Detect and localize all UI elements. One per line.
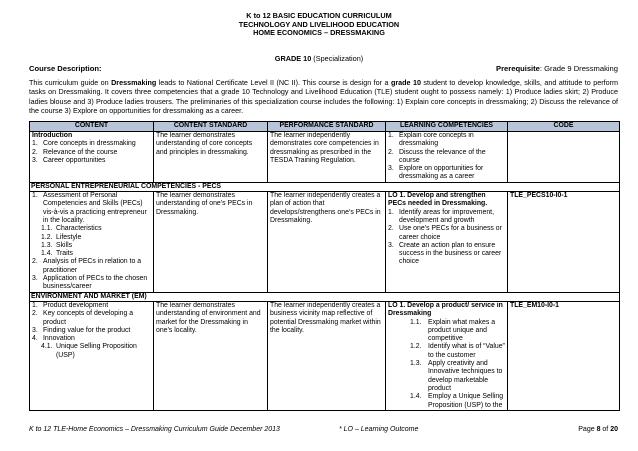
cell-code: TLE_PECS10-I0-1 bbox=[508, 192, 620, 293]
intro-text-3: student to develop knowledge, skills, and attitude to perform tasks on Dressmaking. It covers three competencies that a grade 10 Technology and Livelihood Education (TLE) student ought to possess namely: 1) Produce ladies skirt; 2) Produce ladies blouse and 3) Produce ladies trousers. The preliminaries of this specialization course includes the following: 1) Explain core concepts in dressmaking; 2) Discuss the relevance of the course 3) Explore on opportunities for dressmaking as a career. bbox=[29, 78, 618, 116]
list-item-number: 1. bbox=[388, 208, 394, 216]
intro-text-2: leads to National Certificate Level II (NC II). This course is design for a bbox=[156, 78, 391, 87]
footer-page-number bbox=[578, 426, 618, 433]
intro-text-1: This curriculum guide on bbox=[29, 78, 112, 87]
list-item-text: Apply creativity and Innovative techniques to develop marketable product bbox=[428, 360, 503, 392]
list-item-text: Product development bbox=[43, 301, 109, 309]
list-item-text: Identify what is of “Value” to the customer bbox=[428, 343, 505, 359]
section-title-pecs: PERSONAL ENTREPRENEURIAL COMPETENCIES - PECS bbox=[30, 182, 620, 191]
list-item-text: Explore on opportunities for dressmaking as a career bbox=[399, 165, 484, 181]
list-item-number: 3. bbox=[388, 165, 394, 173]
section-title-em: ENVIRONMENT AND MARKET (EM) bbox=[30, 292, 620, 301]
list-item-number: 1.4. bbox=[410, 393, 422, 401]
list-item-number: 1.2. bbox=[410, 343, 422, 351]
header-content-standard: CONTENT STANDARD bbox=[154, 122, 268, 132]
list-item-text: Explain core concepts in dressmaking bbox=[399, 132, 474, 148]
page-total: 20 bbox=[610, 426, 618, 433]
cell-code: TLE_EM10-I0-1 bbox=[508, 301, 620, 410]
content-list bbox=[32, 192, 151, 292]
list-item-number: 3. bbox=[32, 326, 38, 334]
header-code: CODE bbox=[508, 122, 620, 132]
list-item bbox=[388, 360, 505, 393]
list-item-number: 4.1. bbox=[41, 343, 53, 351]
list-item bbox=[32, 343, 151, 360]
cell-competencies bbox=[386, 192, 508, 293]
content-list bbox=[32, 302, 151, 360]
header-line-3: HOME ECONOMICS – DRESSMAKING bbox=[253, 28, 385, 38]
list-item bbox=[32, 258, 151, 275]
cell-performance-standard: The learner independently demonstrates core competencies in dressmaking as prescribed in the TESDA Training Regulation. bbox=[268, 132, 386, 183]
table-row bbox=[30, 192, 620, 293]
list-item bbox=[32, 250, 151, 258]
list-item-text: Unique Selling Proposition (USP) bbox=[56, 343, 137, 359]
list-item-text: Key concepts of developing a product bbox=[43, 310, 134, 326]
course-description-label: Course Description: bbox=[29, 64, 102, 73]
list-item-text: Create an action plan to ensure success in the business or career choice bbox=[399, 241, 502, 266]
list-item-text: Innovation bbox=[43, 335, 75, 343]
cell-content bbox=[30, 301, 154, 410]
list-item-number: 4. bbox=[32, 335, 38, 343]
header-learning-competencies: LEARNING COMPETENCIES bbox=[386, 122, 508, 132]
cell-code bbox=[508, 132, 620, 183]
list-item-number: 1. bbox=[32, 192, 38, 200]
list-item bbox=[32, 335, 151, 343]
content-title: Introduction bbox=[32, 132, 73, 139]
prerequisite-label: Prerequisite bbox=[496, 64, 540, 73]
list-item-number: 1.3. bbox=[410, 360, 422, 368]
curriculum-table bbox=[29, 121, 620, 411]
grade-level: GRADE 10 bbox=[274, 54, 312, 63]
list-item bbox=[32, 157, 151, 165]
grade-label bbox=[0, 54, 638, 63]
list-item-number: 1. bbox=[32, 140, 38, 148]
list-item-text: Employ a Unique Selling Proposition (USP) to the bbox=[428, 393, 504, 409]
page-current: 8 bbox=[596, 426, 601, 433]
list-item-text: Explain what makes a product unique and competitive bbox=[428, 318, 496, 343]
footer-lo-note: * LO – Learning Outcome bbox=[339, 426, 419, 433]
list-item bbox=[32, 149, 151, 157]
list-item bbox=[32, 310, 151, 327]
prerequisite bbox=[496, 64, 618, 73]
table-header-row bbox=[30, 122, 620, 132]
list-item bbox=[32, 242, 151, 250]
list-item bbox=[32, 140, 151, 148]
list-item bbox=[388, 319, 505, 344]
list-item-number: 2. bbox=[32, 258, 38, 266]
footer-document-title: K to 12 TLE-Home Economics – Dressmaking Curriculum Guide December 2013 bbox=[29, 426, 280, 433]
course-description-text bbox=[29, 78, 618, 116]
list-item-text: Lifestyle bbox=[56, 233, 82, 241]
cell-content-standard: The learner demonstrates understanding of environment and market for the Dressmaking in one’s locality. bbox=[154, 301, 268, 410]
list-item bbox=[388, 209, 505, 226]
content-list bbox=[32, 140, 151, 165]
list-item-number: 2. bbox=[32, 310, 38, 318]
cell-performance-standard: The learner independently creates a plan of action that develops/strengthens one’s PECs in Dressmaking. bbox=[268, 192, 386, 293]
competency-list bbox=[388, 319, 505, 410]
intro-bold-1: Dressmaking bbox=[111, 78, 157, 87]
list-item-number: 1.4. bbox=[41, 250, 53, 258]
list-item-text: Application of PECs to the chosen business/career bbox=[43, 275, 148, 291]
list-item-text: Relevance of the course bbox=[43, 148, 118, 156]
list-item-text: Characteristics bbox=[56, 225, 102, 233]
cell-competencies bbox=[386, 132, 508, 183]
list-item bbox=[388, 132, 505, 149]
section-row bbox=[30, 292, 620, 301]
list-item bbox=[388, 225, 505, 242]
list-item-number: 3. bbox=[388, 241, 394, 249]
cell-performance-standard: The learner independently creates a business vicinity map reflective of potential Dressmaking market within the locality. bbox=[268, 301, 386, 410]
lo-title: LO 1. Develop and strengthen PECs needed in Dressmaking. bbox=[388, 192, 488, 208]
list-item-text: Use one’s PECs for a business or career choice bbox=[399, 225, 502, 241]
list-item-number: 1.1. bbox=[410, 318, 422, 326]
lo-title: LO 1. Develop a product/ service in Dressmaking bbox=[388, 301, 503, 318]
prerequisite-value: : Grade 9 Dressmaking bbox=[539, 64, 618, 73]
list-item-number: 3. bbox=[32, 275, 38, 283]
list-item bbox=[32, 302, 151, 310]
list-item-number: 3. bbox=[32, 156, 38, 164]
list-item-text: Discuss the relevance of the course bbox=[399, 148, 486, 164]
list-item bbox=[32, 234, 151, 242]
list-item-text: Skills bbox=[56, 241, 73, 249]
list-item-number: 2. bbox=[388, 225, 394, 233]
page-prefix: Page bbox=[578, 426, 597, 433]
cell-content-standard: The learner demonstrates understanding of core concepts and principles in dressmaking. bbox=[154, 132, 268, 183]
competency-list bbox=[388, 132, 505, 182]
list-item-text: Assessment of Personal Competencies and Skills (PECs) vis-à-vis a practicing entrepreneur in the locality. bbox=[43, 192, 147, 224]
header-line-2: TECHNOLOGY AND LIVELIHOOD EDUCATION bbox=[238, 19, 400, 29]
list-item-number: 1.3. bbox=[41, 241, 53, 249]
competency-list bbox=[388, 209, 505, 267]
list-item-number: 2. bbox=[388, 148, 394, 156]
list-item bbox=[32, 192, 151, 225]
list-item bbox=[32, 327, 151, 335]
cell-content bbox=[30, 192, 154, 293]
document-header bbox=[0, 12, 638, 38]
list-item bbox=[32, 275, 151, 292]
list-item-text: Career opportunities bbox=[43, 156, 106, 164]
cell-competencies bbox=[386, 301, 508, 410]
table-row bbox=[30, 301, 620, 410]
list-item-text: Finding value for the product bbox=[43, 326, 131, 334]
list-item-number: 1.2. bbox=[41, 233, 53, 241]
page-of: of bbox=[600, 426, 611, 433]
header-content: CONTENT bbox=[30, 122, 154, 132]
list-item bbox=[388, 343, 505, 360]
section-row bbox=[30, 182, 620, 191]
list-item bbox=[32, 225, 151, 233]
header-line-1: K to 12 BASIC EDUCATION CURRICULUM bbox=[246, 11, 392, 20]
list-item-number: 1.1. bbox=[41, 225, 53, 233]
list-item-text: Core concepts in dressmaking bbox=[43, 140, 136, 148]
header-performance-standard: PERFORMANCE STANDARD bbox=[268, 122, 386, 132]
list-item-number: 2. bbox=[32, 148, 38, 156]
list-item-number: 1. bbox=[388, 132, 394, 139]
list-item bbox=[388, 242, 505, 267]
list-item-number: 1. bbox=[32, 301, 38, 309]
list-item-text: Analysis of PECs in relation to a practitioner bbox=[43, 258, 142, 274]
list-item bbox=[388, 149, 505, 166]
list-item bbox=[388, 165, 505, 182]
intro-bold-2: grade 10 bbox=[390, 78, 421, 87]
grade-suffix: (Specialization) bbox=[311, 54, 364, 63]
cell-content bbox=[30, 132, 154, 183]
cell-content-standard: The learner demonstrates understanding of one’s PECs in Dressmaking. bbox=[154, 192, 268, 293]
list-item-text: Identify areas for improvement, development and growth bbox=[399, 208, 494, 224]
list-item-text: Traits bbox=[56, 250, 73, 258]
list-item bbox=[388, 393, 505, 410]
table-row bbox=[30, 132, 620, 183]
